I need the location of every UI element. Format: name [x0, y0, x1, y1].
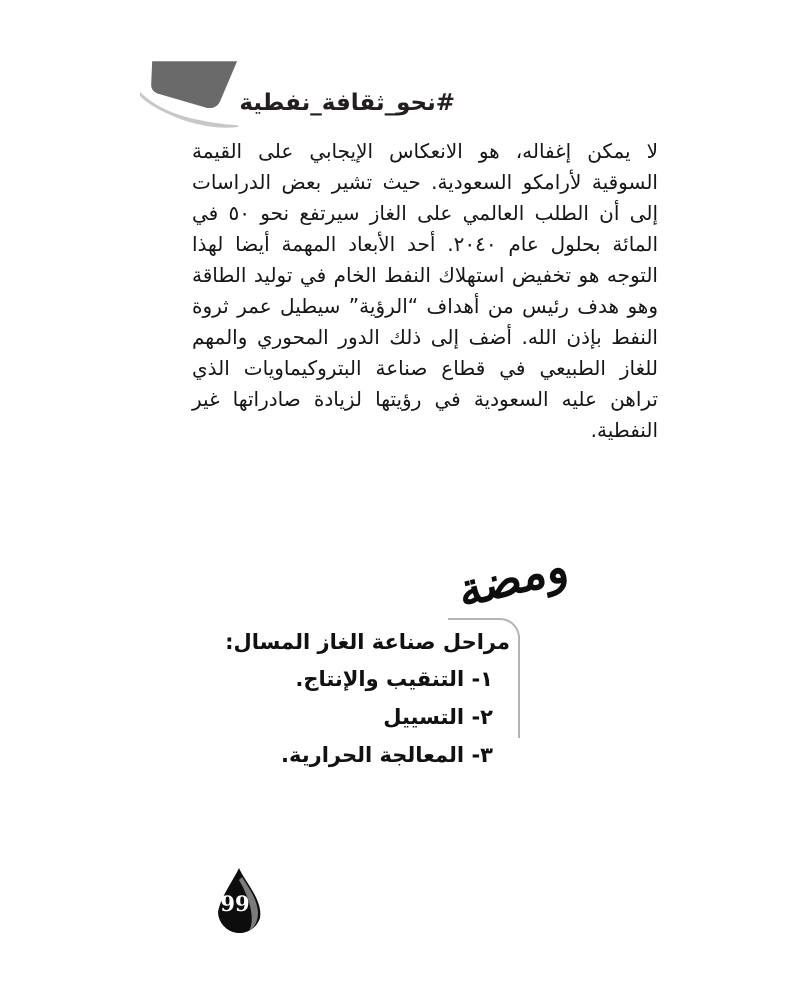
- callout-list: [281, 666, 493, 780]
- list-item: ٢- التسييل: [383, 705, 493, 729]
- list-item: ٣- المعالجة الحرارية.: [281, 743, 493, 767]
- hashtag-label: #نحو_ثقافة_نفطية: [239, 90, 455, 116]
- callout-list-title: مراحل صناعة الغاز المسال:: [225, 630, 510, 654]
- body-paragraph: لا يمكن إغفاله، هو الانعكاس الإيجابي على القيمة السوقية لأرامكو السعودية. حيث تشير بعض الدراسات إلى أن الطلب العالمي على الغاز سيرتفع نحو ٥٠ في المائة بحلول عام ٢٠٤٠. أحد الأبعاد المهمة أيضا لهذا التوجه هو تخفيض استهلاك النفط الخام في توليد الطاقة وهو هدف رئيس من أهداف “الرؤية” سيطيل عمر ثروة النفط بإذن الله. أضف إلى ذلك الدور المحوري والمهم للغاز الطبيعي في قطاع صناعة البتروكيماويات الذي تراهن عليه السعودية في رؤيتها لزيادة صادراتها غير النفطية.: [192, 139, 659, 442]
- wamdah-calligraphy: ومضة: [454, 537, 572, 619]
- list-item: ١- التنقيب والإنتاج.: [295, 667, 493, 691]
- page-number: 99: [220, 891, 250, 916]
